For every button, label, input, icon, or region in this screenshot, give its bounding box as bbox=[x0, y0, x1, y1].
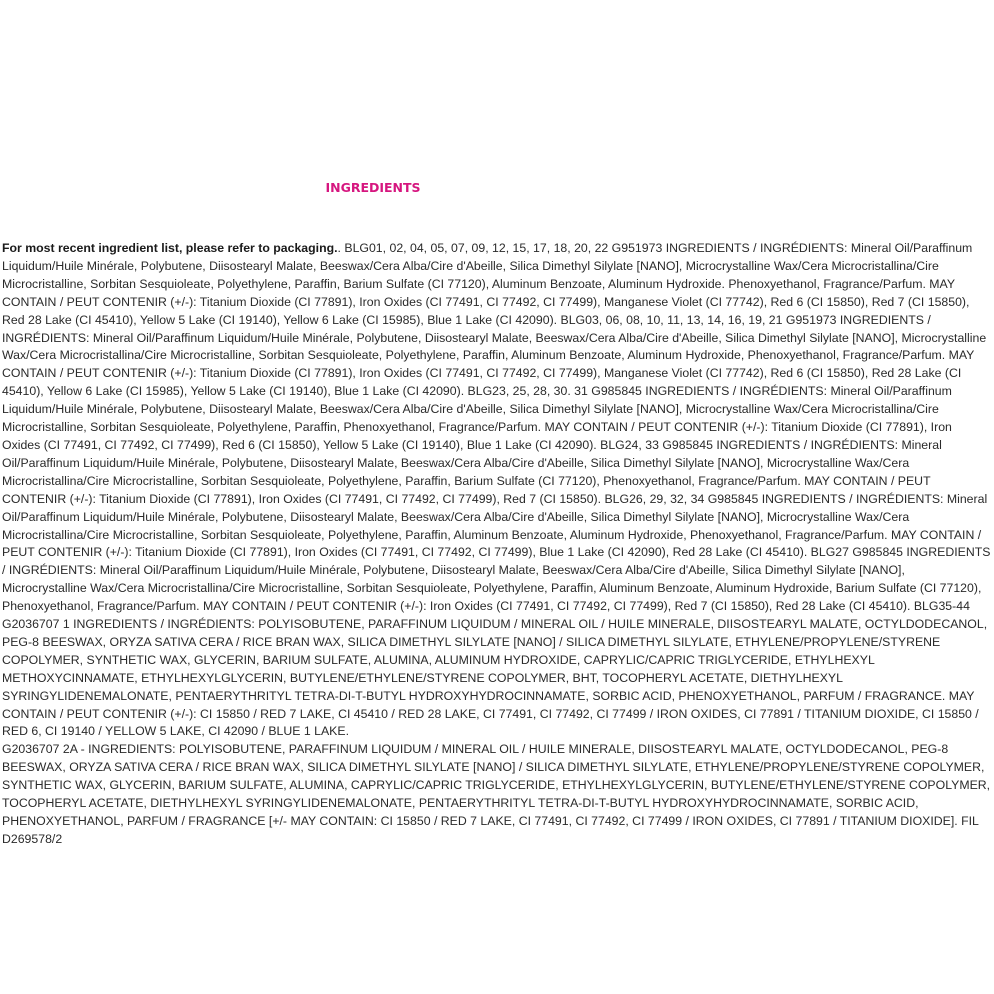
page-title: INGREDIENTS bbox=[325, 180, 421, 195]
ingredients-paragraph-1 bbox=[2, 240, 991, 741]
packaging-note: For most recent ingredient list, please refer to packaging. bbox=[2, 241, 338, 255]
ingredients-paragraph-2: G2036707 2A - INGREDIENTS: POLYISOBUTENE, PARAFFINUM LIQUIDUM / MINERAL OIL / HUILE MINERALE, DIISOSTEARYL MALATE, OCTYLDODECANOL, PEG-8 BEESWAX, ORYZA SATIVA CERA / RICE BRAN WAX, SILICA DIMETHYL SILYLATE [NANO] / SILICA DIMETHYL SILYLATE, ETHYLENE/PROPYLENE/STYRENE COPOLYMER, SYNTHETIC WAX, GLYCERIN, BARIUM SULFATE, ALUMINA, CAPRYLIC/CAPRIC TRIGLYCERIDE, ETHYLHEXYLGLYCERIN, BUTYLENE/ETHYLENE/STYRENE COPOLYMER, TOCOPHERYL ACETATE, DIETHYLHEXYL SYRINGYLIDENEMALONATE, PENTAERYTHRITYL TETRA-DI-T-BUTYL HYDROXYHYDROCINNAMATE, SORBIC ACID, PHENOXYETHANOL, PARFUM / FRAGRANCE [+/- MAY CONTAIN: CI 15850 / RED 7 LAKE, CI 77491, CI 77492, CI 77499 / IRON OXIDES, CI 77891 / TITANIUM DIOXIDE]. FIL D269578/2 bbox=[2, 742, 991, 846]
ingredients-text-1: . BLG01, 02, 04, 05, 07, 09, 12, 15, 17, 18, 20, 22 G951973 INGREDIENTS / INGRÉDIENTS: Mineral Oil/Paraffinum Liquidum/Huile Minérale, Polybutene, Diisostearyl Malate, Beeswax/Cera Alba/Cire d'Abeille, Silica Dimethyl Silylate [NANO], Microcrystalline Wax/Cera Microcristallina/Cire Microcristalline, Sorbitan Sesquioleate, Polyethylene, Paraffin, Barium Sulfate (CI 77120), Aluminum Benzoate, Aluminum Hydroxide. Phenoxyethanol, Fragrance/Parfum. MAY CONTAIN / PEUT CONTENIR (+/-): Titanium Dioxide (CI 77891), Iron Oxides (CI 77491, CI 77492, CI 77499), Manganese Violet (CI 77742), Red 6 (CI 15850), Red 7 (CI 15850), Red 28 Lake (CI 45410), Yellow 5 Lake (CI 19140), Yellow 6 Lake (CI 15985), Blue 1 Lake (CI 42090). BLG03, 06, 08, 10, 11, 13, 14, 16, 19, 21 G951973 INGREDIENTS / INGRÉDIENTS: Mineral Oil/Paraffinum Liquidum/Huile Minérale, Polybutene, Diisostearyl Malate, Beeswax/Cera Alba/Cire d'Abeille, Silica Dimethyl Silylate [NANO], Microcrystalline Wax/Cera Microcristallina/Cire Microcristalline, Sorbitan Sesquioleate, Polyethylene, Paraffin, Aluminum Benzoate, Aluminum Hydroxide, Phenoxyethanol, Fragrance/Parfum. MAY CONTAIN / PEUT CONTENIR (+/-): Titanium Dioxide (CI 77891), Iron Oxides (CI 77491, CI 77492, CI 77499), Manganese Violet (CI 77742), Red 6 (CI 15850), Red 28 Lake (CI 45410), Yellow 6 Lake (CI 15985), Yellow 5 Lake (CI 19140), Blue 1 Lake (CI 42090). BLG23, 25, 28, 30. 31 G985845 INGREDIENTS / INGRÉDIENTS: Mineral Oil/Paraffinum Liquidum/Huile Minérale, Polybutene, Diisostearyl Malate, Beeswax/Cera Alba/Cire d'Abeille, Silica Dimethyl Silylate [NANO], Microcrystalline Wax/Cera Microcristallina/Cire Microcristalline, Sorbitan Sesquioleate, Polyethylene, Paraffin, Phenoxyethanol, Fragrance/Parfum. MAY CONTAIN / PEUT CONTENIR (+/-): Titanium Dioxide (CI 77891), Iron Oxides (CI 77491, CI 77492, CI 77499), Red 6 (CI 15850), Yellow 5 Lake (CI 19140), Blue 1 Lake (CI 42090). BLG24, 33 G985845 INGREDIENTS / INGRÉDIENTS: Mineral Oil/Paraffinum Liquidum/Huile Minérale, Polybutene, Diisostearyl Malate, Beeswax/Cera Alba/Cire d'Abeille, Silica Dimethyl Silylate [NANO], Microcrystalline Wax/Cera Microcristallina/Cire Microcristalline, Sorbitan Sesquioleate, Polyethylene, Paraffin, Barium Sulfate (CI 77120), Phenoxyethanol, Fragrance/Parfum. MAY CONTAIN / PEUT CONTENIR (+/-): Titanium Dioxide (CI 77891), Iron Oxides (CI 77491, CI 77492, CI 77499), Red 7 (CI 15850). BLG26, 29, 32, 34 G985845 INGREDIENTS / INGRÉDIENTS: Mineral Oil/Paraffinum Liquidum/Huile Minérale, Polybutene, Diisostearyl Malate, Beeswax/Cera Alba/Cire d'Abeille, Silica Dimethyl Silylate [NANO], Microcrystalline Wax/Cera Microcristallina/Cire Microcristalline, Sorbitan Sesquioleate, Polyethylene, Paraffin, Aluminum Benzoate, Aluminum Hydroxide, Phenoxyethanol, Fragrance/Parfum. MAY CONTAIN / PEUT CONTENIR (+/-): Titanium Dioxide (CI 77891), Iron Oxides (CI 77491, CI 77492, CI 77499), Blue 1 Lake (CI 42090), Red 28 Lake (CI 45410). BLG27 G985845 INGREDIENTS / INGRÉDIENTS: Mineral Oil/Paraffinum Liquidum/Huile Minérale, Polybutene, Diisostearyl Malate, Beeswax/Cera Alba/Cire d'Abeille, Silica Dimethyl Silylate [NANO], Microcrystalline Wax/Cera Microcristallina/Cire Microcristalline, Sorbitan Sesquioleate, Polyethylene, Paraffin, Aluminum Benzoate, Aluminum Hydroxide, Barium Sulfate (CI 77120), Phenoxyethanol, Fragrance/Parfum. MAY CONTAIN / PEUT CONTENIR (+/-): Iron Oxides (CI 77491, CI 77492, CI 77499), Red 7 (CI 15850), Red 28 Lake (CI 45410). BLG35-44 G2036707 1 INGREDIENTS / INGRÉDIENTS: POLYISOBUTENE, PARAFFINUM LIQUIDUM / MINERAL OIL / HUILE MINERALE, DIISOSTEARYL MALATE, OCTYLDODECANOL, PEG-8 BEESWAX, ORYZA SATIVA CERA / RICE BRAN WAX, SILICA DIMETHYL SILYLATE [NANO] / SILICA DIMETHYL SILYLATE, ETHYLENE/PROPYLENE/STYRENE COPOLYMER, SYNTHETIC WAX, GLYCERIN, BARIUM SULFATE, ALUMINA, ALUMINUM HYDROXIDE, CAPRYLIC/CAPRIC TRIGLYCERIDE, ETHYLHEXYL METHOXYCINNAMATE, ETHYLHEXYLGLYCERIN, BUTYLENE/ETHYLENE/STYRENE COPOLYMER, BHT, TOCOPHERYL ACETATE, DIETHYLHEXYL SYRINGYLIDENEMALONATE, PENTAERYTHRITYL TETRA-DI-T-BUTYL HYDROXYHYDROCINNAMATE, SORBIC ACID, PHENOXYETHANOL, PARFUM / FRAGRANCE. MAY CONTAIN / PEUT CONTENIR (+/-): CI 15850 / RED 7 LAKE, CI 45410 / RED 28 LAKE, CI 77491, CI 77492, CI 77499 / IRON OXIDES, CI 77891 / TITANIUM DIOXIDE, CI 15850 / RED 6, CI 19140 / YELLOW 5 LAKE, CI 42090 / BLUE 1 LAKE. bbox=[2, 241, 991, 739]
ingredients-body bbox=[2, 240, 991, 849]
